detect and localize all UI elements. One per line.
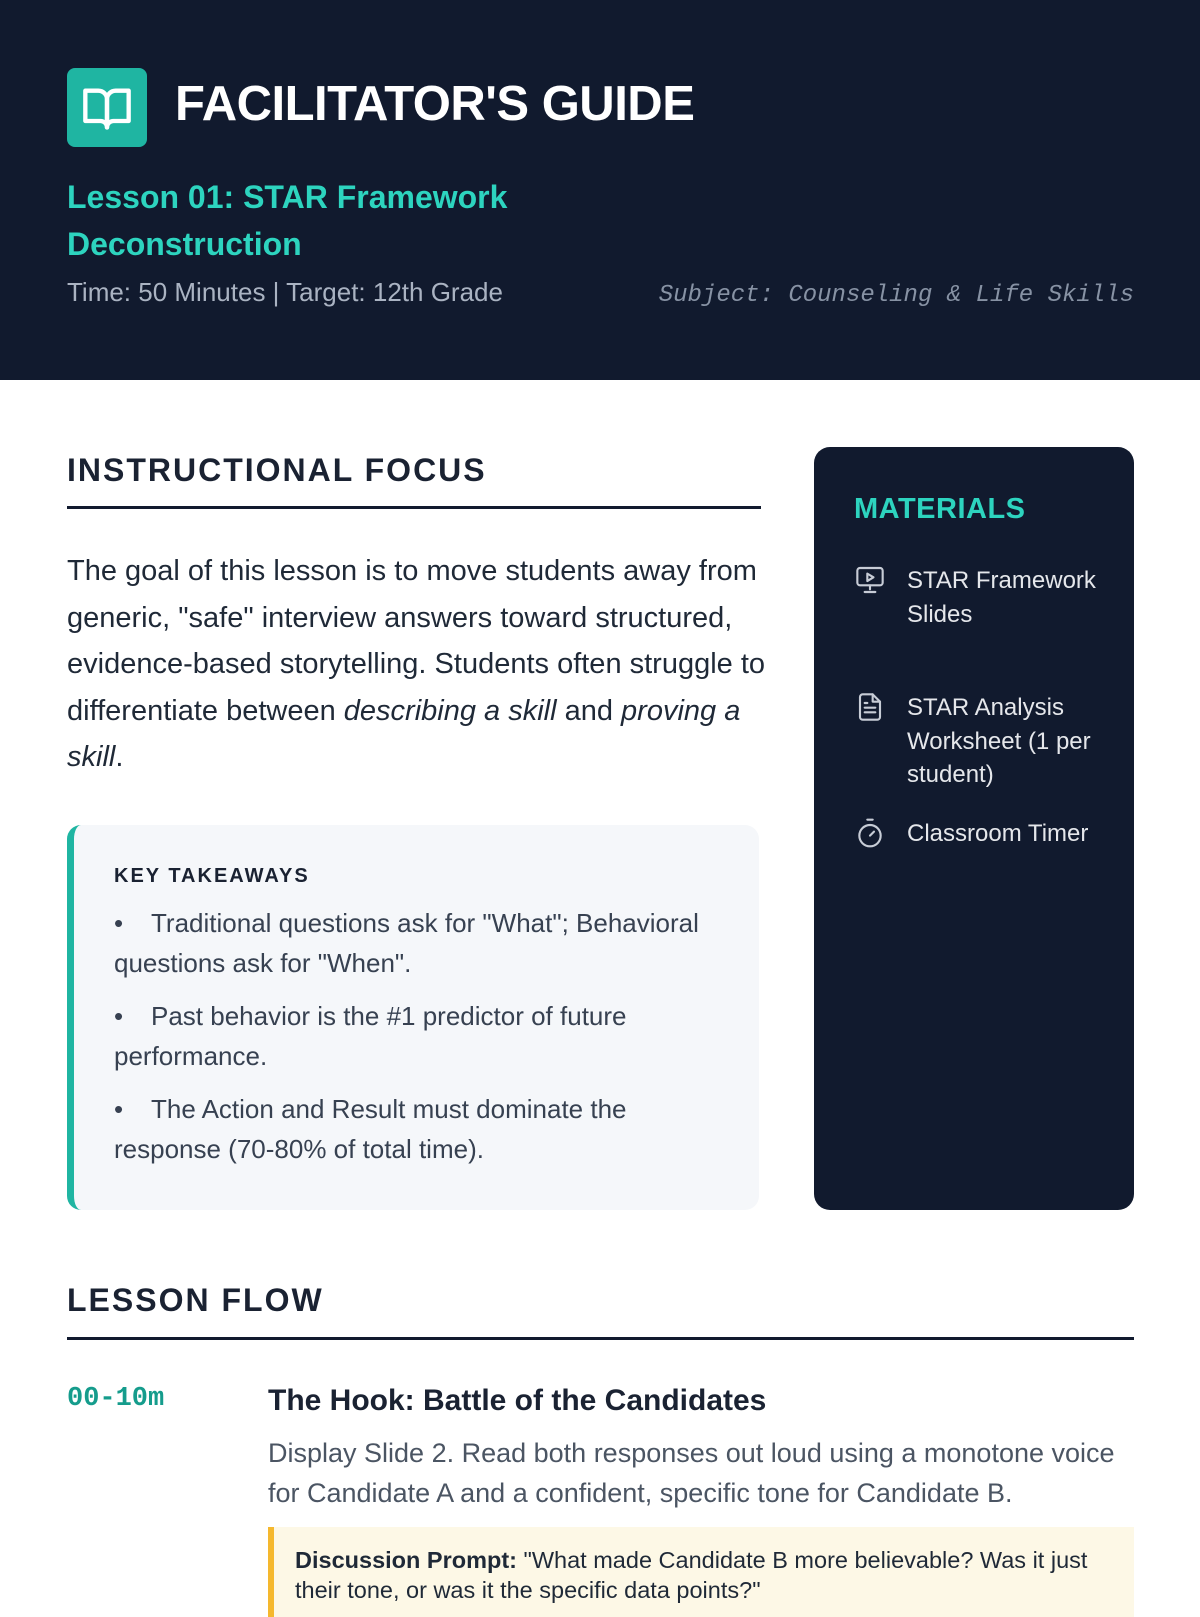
guide-header: [0, 0, 1200, 380]
takeaway-item: • Past behavior is the #1 predictor of future performance.: [114, 996, 714, 1076]
materials-heading: MATERIALS: [854, 493, 1026, 525]
discussion-prompt-callout: [268, 1527, 1134, 1617]
focus-text-end: .: [115, 741, 124, 773]
material-label: STAR Analysis Worksheet (1 per student): [907, 694, 1091, 788]
focus-emphasis-proving: proving a skill: [67, 694, 741, 773]
section-divider: [67, 1337, 1134, 1340]
material-label: Classroom Timer: [907, 820, 1089, 847]
step-description: Display Slide 2. Read both responses out loud using a monotone voice for Candidate A and a confident, specific tone for Candidate B.: [268, 1438, 1115, 1508]
document-icon: [854, 691, 886, 723]
lesson-flow-heading: LESSON FLOW: [67, 1282, 324, 1318]
step-title: The Hook: Battle of the Candidates: [268, 1384, 767, 1417]
prompt-text: "What made Candidate B more believable? Was it just their tone, or was it the specific data points?": [295, 1547, 1088, 1603]
focus-emphasis-describing: describing a skill: [343, 694, 557, 727]
key-takeaways-heading: KEY TAKEAWAYS: [114, 865, 310, 887]
lesson-title: Lesson 01: STAR Framework Deconstruction: [67, 179, 508, 262]
presentation-icon: [854, 564, 886, 596]
logo-badge: [67, 68, 147, 147]
key-takeaways-list: [114, 903, 714, 1182]
material-label: STAR Framework Slides: [907, 567, 1096, 628]
focus-paragraph: [67, 548, 767, 781]
timer-icon: [854, 817, 886, 849]
page-title: FACILITATOR'S GUIDE: [175, 77, 695, 131]
step-time: 00-10m: [67, 1384, 165, 1414]
prompt-label: Discussion Prompt:: [295, 1547, 517, 1573]
focus-text-mid: and: [556, 694, 622, 727]
takeaway-item: • Traditional questions ask for "What"; Behavioral questions ask for "When".: [114, 903, 714, 983]
takeaway-item: • The Action and Result must dominate the response (70-80% of total time).: [114, 1089, 714, 1169]
lesson-meta: Time: 50 Minutes | Target: 12th Grade: [67, 277, 503, 307]
subject-label: Subject: Counseling & Life Skills: [658, 282, 1134, 309]
materials-panel: [814, 447, 1134, 1210]
discussion-prompt: [295, 1545, 1134, 1605]
key-takeaways-box: [67, 825, 759, 1210]
open-book-icon: [81, 82, 133, 134]
section-divider: [67, 506, 761, 509]
instructional-focus-heading: INSTRUCTIONAL FOCUS: [67, 452, 487, 488]
focus-text-start: The goal of this lesson is to move students away from generic, "safe" interview answers toward structured, evidence-based storytelling. Students often struggle to differentiate between: [67, 555, 766, 727]
